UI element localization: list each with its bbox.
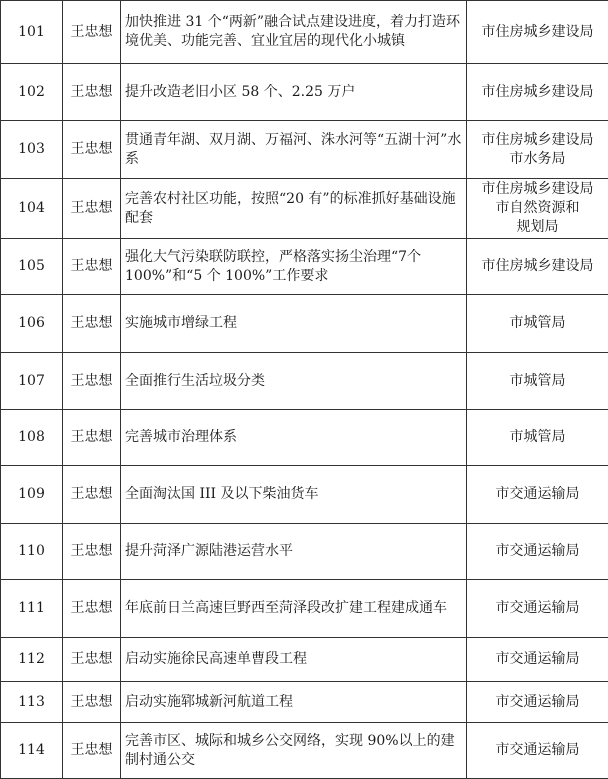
responsible-person: 王忠想: [63, 295, 121, 353]
task-description: 完善市区、城际和城乡公交网络，实现 90%以上的建制村通公交: [121, 723, 467, 779]
responsible-departments: [467, 580, 608, 638]
responsible-departments: [467, 723, 608, 779]
task-description: 提升菏泽广源陆港运营水平: [121, 524, 467, 580]
row-number: 106: [1, 295, 63, 353]
responsible-departments: [467, 239, 608, 295]
responsible-departments: [467, 353, 608, 410]
department-name: 市住房城乡建设局: [471, 23, 604, 42]
responsible-person: 王忠想: [63, 353, 121, 410]
department-name: 市交通运输局: [471, 485, 604, 504]
department-name: 市交通运输局: [471, 542, 604, 561]
task-description: 启动实施郓城新河航道工程: [121, 682, 467, 723]
row-number: 114: [1, 723, 63, 779]
responsible-person: 王忠想: [63, 410, 121, 466]
row-number: 104: [1, 179, 63, 239]
table-body: [1, 1, 608, 779]
responsible-departments: [467, 410, 608, 466]
responsible-person: 王忠想: [63, 1, 121, 64]
table-row: [1, 723, 608, 779]
department-name: 市城管局: [471, 372, 604, 391]
task-description: 全面淘汰国 III 及以下柴油货车: [121, 466, 467, 524]
table-row: [1, 466, 608, 524]
task-description: 完善农村社区功能，按照“20 有”的标准抓好基础设施配套: [121, 179, 467, 239]
task-description: 加快推进 31 个“两新”融合试点建设进度，着力打造环境优美、功能完善、宜业宜居的现代化小城镇: [121, 1, 467, 64]
responsible-departments: [467, 179, 608, 239]
department-name: 市水务局: [471, 150, 604, 169]
responsible-person: 王忠想: [63, 64, 121, 121]
table-row: [1, 524, 608, 580]
department-name: 市交通运输局: [471, 599, 604, 618]
table-row: [1, 295, 608, 353]
department-name: 市住房城乡建设局: [471, 83, 604, 102]
responsible-person: 王忠想: [63, 524, 121, 580]
responsible-person: 王忠想: [63, 723, 121, 779]
department-name: 市住房城乡建设局: [471, 257, 604, 276]
task-description: 贯通青年湖、双月湖、万福河、洙水河等“五湖十河”水系: [121, 121, 467, 179]
table-row: [1, 64, 608, 121]
responsible-departments: [467, 1, 608, 64]
row-number: 107: [1, 353, 63, 410]
task-description: 实施城市增绿工程: [121, 295, 467, 353]
responsible-person: 王忠想: [63, 239, 121, 295]
table-row: [1, 638, 608, 682]
responsible-departments: [467, 638, 608, 682]
row-number: 111: [1, 580, 63, 638]
row-number: 105: [1, 239, 63, 295]
department-name: 市住房城乡建设局: [471, 131, 604, 150]
table-row: [1, 179, 608, 239]
department-name: 市交通运输局: [471, 741, 604, 760]
row-number: 112: [1, 638, 63, 682]
table-row: [1, 1, 608, 64]
department-name: 市自然资源和: [471, 199, 604, 218]
row-number: 109: [1, 466, 63, 524]
row-number: 102: [1, 64, 63, 121]
task-description: 年底前日兰高速巨野西至菏泽段改扩建工程建成通车: [121, 580, 467, 638]
department-name: 市住房城乡建设局: [471, 180, 604, 199]
row-number: 103: [1, 121, 63, 179]
responsible-person: 王忠想: [63, 466, 121, 524]
task-description: 强化大气污染联防联控，严格落实扬尘治理“7个 100%”和“5 个 100%”工作要求: [121, 239, 467, 295]
responsible-departments: [467, 121, 608, 179]
responsible-departments: [467, 524, 608, 580]
table-row: [1, 353, 608, 410]
department-name: 市城管局: [471, 314, 604, 333]
table-row: [1, 239, 608, 295]
table-row: [1, 410, 608, 466]
responsible-person: 王忠想: [63, 682, 121, 723]
task-description: 全面推行生活垃圾分类: [121, 353, 467, 410]
row-number: 110: [1, 524, 63, 580]
responsible-departments: [467, 64, 608, 121]
department-name: 市城管局: [471, 428, 604, 447]
responsible-departments: [467, 466, 608, 524]
responsible-departments: [467, 682, 608, 723]
department-name: 市交通运输局: [471, 650, 604, 669]
department-name: 市交通运输局: [471, 693, 604, 712]
responsible-person: 王忠想: [63, 121, 121, 179]
responsible-person: 王忠想: [63, 179, 121, 239]
row-number: 113: [1, 682, 63, 723]
responsible-person: 王忠想: [63, 638, 121, 682]
table-row: [1, 580, 608, 638]
row-number: 101: [1, 1, 63, 64]
row-number: 108: [1, 410, 63, 466]
department-name: 规划局: [471, 218, 604, 237]
task-description: 完善城市治理体系: [121, 410, 467, 466]
table-row: [1, 682, 608, 723]
task-description: 提升改造老旧小区 58 个、2.25 万户: [121, 64, 467, 121]
responsible-person: 王忠想: [63, 580, 121, 638]
task-description: 启动实施徐民高速单曹段工程: [121, 638, 467, 682]
table-row: [1, 121, 608, 179]
responsible-departments: [467, 295, 608, 353]
